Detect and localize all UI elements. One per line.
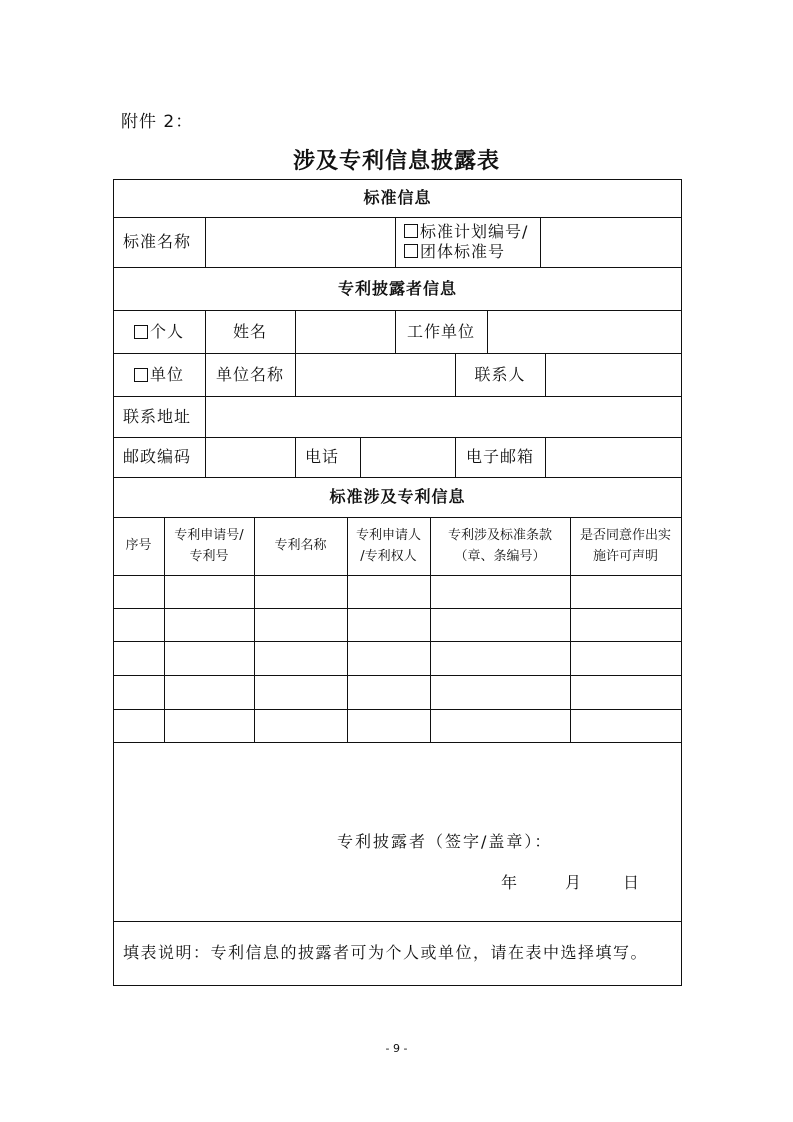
- group-standard-option[interactable]: [404, 242, 505, 262]
- header-application-number: [164, 517, 254, 575]
- standard-name-field[interactable]: [206, 218, 395, 267]
- patent-table-cell[interactable]: [165, 609, 254, 641]
- header-license-consent-line2: 施许可声明: [592, 549, 658, 564]
- patent-table-cell[interactable]: [431, 576, 570, 608]
- unit-option[interactable]: [113, 353, 205, 396]
- patent-table-cell[interactable]: [165, 576, 254, 608]
- group-standard-label: 团体标准号: [420, 242, 506, 261]
- patent-table-cell[interactable]: [571, 609, 681, 641]
- header-application-number-line2: 专利号: [189, 549, 229, 564]
- patent-table-cell[interactable]: [255, 642, 347, 675]
- patent-table-cell[interactable]: [114, 676, 164, 709]
- header-seq: [113, 517, 164, 575]
- patent-table-cell[interactable]: [255, 676, 347, 709]
- patent-table-cell[interactable]: [255, 609, 347, 641]
- patent-table-cell[interactable]: [348, 609, 430, 641]
- address-label: 联系地址: [123, 406, 192, 426]
- plan-number-label: 标准计划编号/: [420, 222, 529, 241]
- section-discloser-info: 专利披露者信息: [337, 278, 457, 298]
- patent-table-cell[interactable]: [114, 642, 164, 675]
- document-title: 涉及专利信息披露表: [292, 149, 500, 174]
- header-application-number-line1: 专利申请号/: [174, 527, 244, 543]
- date-year-label: 年: [501, 873, 520, 892]
- patent-table-cell[interactable]: [571, 676, 681, 709]
- signature-field[interactable]: [114, 743, 681, 921]
- patent-table-cell[interactable]: [165, 642, 254, 675]
- page-number: - 9 -: [385, 1042, 408, 1055]
- contact-person-field[interactable]: [546, 354, 681, 396]
- checkbox-icon[interactable]: [404, 244, 418, 258]
- patent-table-cell[interactable]: [431, 710, 570, 742]
- header-applicant: [347, 517, 430, 575]
- phone-label: 电话: [305, 447, 340, 466]
- patent-table-cell[interactable]: [348, 676, 430, 709]
- work-unit-label: 工作单位: [406, 321, 475, 341]
- unit-name-label: 单位名称: [215, 364, 284, 384]
- standard-name-label: 标准名称: [123, 232, 192, 251]
- email-label: 电子邮箱: [465, 447, 534, 466]
- individual-option[interactable]: [113, 310, 205, 353]
- patent-table-cell[interactable]: [571, 642, 681, 675]
- section-standard-info: 标准信息: [363, 188, 432, 207]
- address-field[interactable]: [206, 397, 681, 437]
- person-name-label: 姓名: [232, 321, 267, 341]
- header-applicant-line2: /专利权人: [360, 549, 417, 564]
- header-standard-clause-line1: 专利涉及标准条款: [447, 527, 552, 543]
- standard-number-type-options: [396, 217, 540, 267]
- standard-number-field[interactable]: [541, 218, 681, 267]
- section-patent-info: 标准涉及专利信息: [329, 487, 466, 506]
- signature-label: 专利披露者（签字/盖章）：: [337, 832, 553, 851]
- patent-table-cell[interactable]: [431, 642, 570, 675]
- patent-table-cell[interactable]: [348, 642, 430, 675]
- header-license-consent-line1: 是否同意作出实: [579, 527, 671, 543]
- header-standard-clause: [430, 517, 570, 575]
- header-patent-name-text: 专利名称: [274, 538, 327, 554]
- checkbox-icon[interactable]: [134, 368, 148, 382]
- header-applicant-line1: 专利申请人: [355, 527, 421, 543]
- patent-table-cell[interactable]: [114, 576, 164, 608]
- checkbox-icon[interactable]: [404, 224, 418, 238]
- patent-table-cell[interactable]: [114, 609, 164, 641]
- patent-table-cell[interactable]: [571, 576, 681, 608]
- contact-person-label: 联系人: [474, 364, 526, 384]
- header-license-consent: [570, 517, 681, 575]
- postcode-field[interactable]: [206, 438, 295, 477]
- unit-name-field[interactable]: [296, 354, 455, 396]
- individual-label: 个人: [149, 321, 184, 341]
- attachment-label: 附件 2：: [121, 112, 194, 132]
- patent-table-cell[interactable]: [348, 576, 430, 608]
- person-name-field[interactable]: [296, 311, 395, 353]
- patent-table-cell[interactable]: [431, 676, 570, 709]
- patent-table-cell[interactable]: [571, 710, 681, 742]
- email-field[interactable]: [546, 438, 681, 477]
- patent-table-cell[interactable]: [165, 710, 254, 742]
- postcode-label: 邮政编码: [123, 447, 192, 466]
- patent-table-cell[interactable]: [255, 576, 347, 608]
- disclosure-form-table: [113, 179, 682, 986]
- fill-instructions: 填表说明：专利信息的披露者可为个人或单位，请在表中选择填写。: [123, 943, 649, 962]
- date-month-label: 月: [565, 873, 584, 892]
- plan-number-option[interactable]: [404, 222, 528, 242]
- header-seq-text: 序号: [125, 538, 152, 554]
- unit-label: 单位: [149, 364, 184, 384]
- patent-table-cell[interactable]: [431, 609, 570, 641]
- table-border-bottom: [113, 985, 682, 986]
- work-unit-field[interactable]: [488, 311, 681, 353]
- header-patent-name: [254, 517, 347, 575]
- patent-table-cell[interactable]: [114, 710, 164, 742]
- patent-table-cell[interactable]: [165, 676, 254, 709]
- header-standard-clause-line2: （章、条编号）: [454, 549, 546, 564]
- date-day-label: 日: [623, 873, 642, 892]
- patent-table-cell[interactable]: [255, 710, 347, 742]
- phone-field[interactable]: [361, 438, 455, 477]
- patent-table-cell[interactable]: [348, 710, 430, 742]
- checkbox-icon[interactable]: [134, 325, 148, 339]
